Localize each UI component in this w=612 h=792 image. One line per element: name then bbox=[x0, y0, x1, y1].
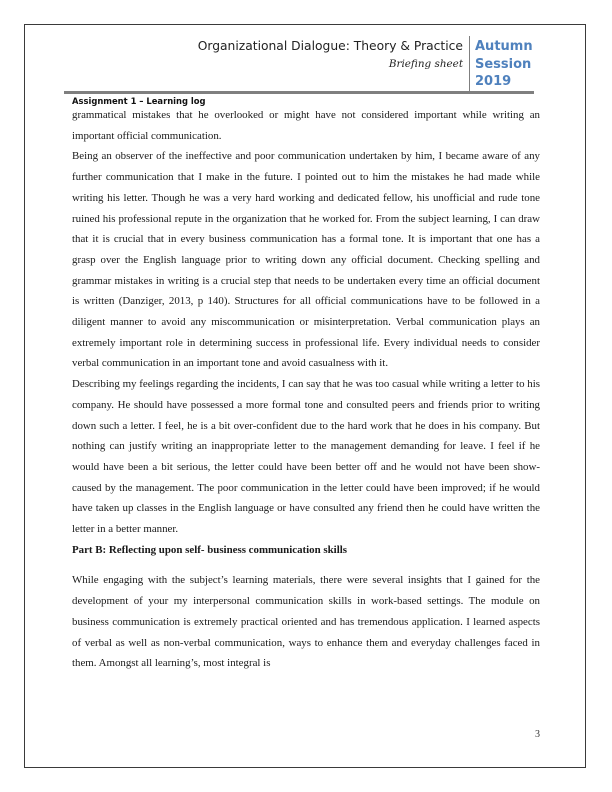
paragraph-1: grammatical mistakes that he overlooked or might have not considered important while writing an important official communication. bbox=[72, 109, 540, 142]
header-title: Organizational Dialogue: Theory & Practice bbox=[197, 39, 463, 53]
page-number: 3 bbox=[535, 729, 540, 740]
body-text bbox=[72, 105, 540, 674]
section-paragraph: While engaging with the subject’s learning materials, there were several insights that I gained for the development of your my interpersonal communication skills in work-based settings. The module on business communication is extremely practical oriented and has tremendous application. I learned aspects of verbal as well as non-verbal communication, ways to enhance them and everyday challenges faced in them. Amongst all learning’s, most integral is bbox=[72, 574, 540, 670]
paragraph-2: Being an observer of the ineffective and poor communication undertaken by him, I became aware of any further communication that I make in the future. I pointed out to him the mistakes he had made while writing his letter. Though he was a very hard working and dedicated fellow, his unofficial and rude tone ruined his professional repute in the organization that he worked for. From the subject learning, I can draw that it is crucial that in every business communication has a formal tone. It is important that one has a grasp over the English language prior to writing down any official document. Checking spelling and grammar mistakes in writing is a crucial step that needs to be undertaken every time an official document is written (Danziger, 2013, p 140). Structures for all official communications have to be followed in a diligent manner to avoid any miscommunication or misinterpretation. Verbal communication plays an extremely important role in determining success in professional life. Every individual needs to consider verbal communication in an important tone and avoid casualness with it. bbox=[72, 150, 540, 370]
section-heading: Part B: Reflecting upon self- business communication skills bbox=[72, 543, 347, 556]
session-year: 2019 bbox=[475, 74, 512, 89]
header-session bbox=[475, 38, 555, 91]
header-rule bbox=[64, 91, 534, 94]
assignment-label: Assignment 1 – Learning log bbox=[72, 96, 206, 106]
header-left bbox=[190, 38, 463, 72]
session-line-1: Autumn bbox=[475, 39, 533, 54]
session-line-2: Session bbox=[475, 56, 532, 72]
header-subtitle: Briefing sheet bbox=[388, 58, 463, 70]
header-separator bbox=[469, 36, 470, 92]
paragraph-3: Describing my feelings regarding the incidents, I can say that he was too casual while writing a letter to his company. He should have possessed a more formal tone and consulted peers and friends prior to writing down such a letter. I feel, he is a bit over-confident due to the hard work that he does in his company. But nothing can justify writing an inappropriate letter to the management demanding for leave. I feel if he would have been a bit serious, the letter could have been better off and he would not have been show-caused by the management. The poor communication in the letter could have been improved; if he would have taken up classes in the English language or have consulted any friend then he could have written the letter in a better manner. bbox=[72, 378, 540, 536]
